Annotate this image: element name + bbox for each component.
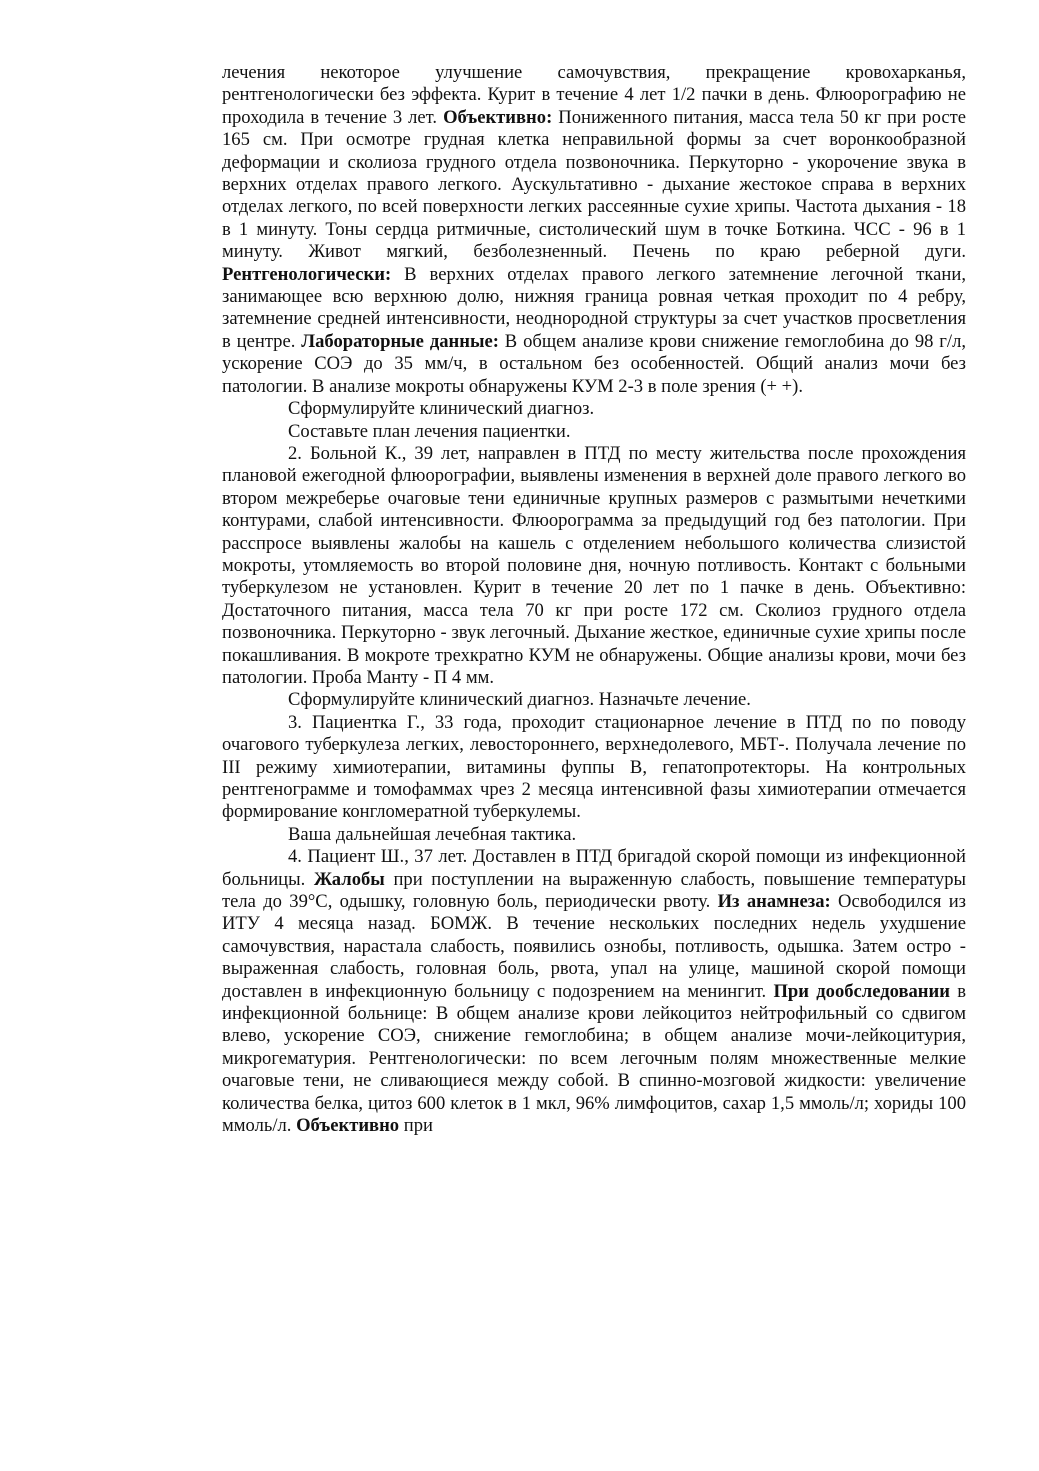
task-3: Ваша дальнейшая лечебная тактика. (288, 823, 577, 845)
section-heading-objective: Объективно (296, 1115, 400, 1137)
case-3: 3. Пациентка Г., 33 года, проходит стационарное лечение в ПТД по по поводу очагового туберкулеза легких, левостороннего, верхнедолевого, МБТ-. Получала лечение по III режиму химиотерапии, витамины фуппы В, гепатопротекторы. На контрольных рентгенограмме и томофаммах чрез 2 месяца интенсивной фазы химиотерапии отмечается формирование конгломератной туберкулемы. (222, 711, 966, 823)
section-heading-radiology: Рентгенологически: (222, 263, 392, 285)
task-1-treatment-plan: Составьте план лечения пациентки. (288, 420, 571, 442)
case-2: 2. Больной К., 39 лет, направлен в ПТД по месту жительства после прохождения плановой ежегодной флюорографии, выявлены изменения в верхней доле правого легкого во втором межреберье очаговые тени единичные крупных размеров с размытыми нечеткими контурами, слабой интенсивности. Флюорограмма за предыдущий год без патологии. При расспросе выявлены жалобы на кашель с отделением небольшого количества слизистой мокроты, утомляемость во второй половине дня, ночную потливость. Контакт с больными туберкулезом не установлен. Курит в течение 20 лет по 1 пачке в день. Объективно: Достаточного питания, масса тела 70 кг при росте 172 см. Сколиоз грудного отдела позвоночника. Перкуторно - звук легочный. Дыхание жесткое, единичные сухие хрипы после покашливания. В мокроте трехкратно КУМ не обнаружены. Общие анализы крови, мочи без патологии. Проба Манту - П 4 мм. (222, 442, 966, 688)
text-segment: лечения некоторое улучшение самочувствия, прекращение кровохарканья, рентгенологически без эффекта. Курит в течение 4 лет 1/2 пачки в день. Флюорографию не проходила в течение 3 лет. (222, 62, 966, 128)
text-segment: Освободился из ИТУ 4 месяца назад. БОМЖ. В течение нескольких последних недель ухудшение самочувствия, нарастала слабость, появились ознобы, потливость, одышка. Затем остро - выраженная слабость, головная боль, рвота, упал на улице, машиной скорой помощи доставлен в инфекционную больницу с подозрением на менингит. (222, 891, 966, 1002)
text-segment: при (399, 1115, 433, 1137)
text-segment: Пониженного питания, масса тела 50 кг при росте 165 см. При осмотре грудная клетка неправильной формы за счет воронкообразной деформации и сколиоза грудного отдела позвоночника. Перкуторно - укорочение звука в верхних отделах правого легкого. Аускультативно - дыхание жестокое справа в верхних отделах легкого, по всей поверхности легких рассеянные сухие хрипы. Частота дыхания - 18 в 1 минуту. Тоны сердца ритмичные, систолический шум в точке Боткина. ЧСС - 96 в 1 минуту. Живот мягкий, безболезненный. Печень по краю реберной дуги. (222, 106, 966, 263)
section-heading-lab-data: Лабораторные данные: (301, 330, 499, 352)
case-1-continuation (222, 62, 966, 398)
task-2: Сформулируйте клинический диагноз. Назначьте лечение. (288, 689, 751, 711)
document-page (222, 62, 966, 1138)
text-segment: при поступлении на выраженную слабость, повышение температуры тела до 39°С, одышку, головную боль, периодически рвоту. (222, 868, 966, 913)
text-segment: В общем анализе крови снижение гемоглобина до 98 г/л, ускорение СОЭ до 35 мм/ч, в остальном без особенностей. Общий анализ мочи без патологии. В анализе мокроты обнаружены КУМ 2-3 в поле зрения (+ +). (222, 330, 967, 397)
section-heading-anamnesis: Из анамнеза: (717, 891, 831, 913)
case-4 (222, 846, 966, 1137)
section-heading-objective: Объективно: (443, 106, 553, 128)
section-heading-complaints: Жалобы (313, 868, 385, 890)
text-segment: 4. Пациент Ш., 37 лет. Доставлен в ПТД бригадой скорой помощи из инфекционной больницы. (222, 846, 966, 890)
text-segment: В верхних отделах правого легкого затемнение легочной ткани, занимающее всю верхнюю долю, нижняя граница ровная четкая проходит по 4 ребру, затемнение средней интенсивности, неоднородной структуры за счет участков просветления в центре. (222, 263, 966, 352)
text-segment: в инфекционной больнице: В общем анализе крови лейкоцитоз нейтрофильный со сдвигом влево, ускорение СОЭ, снижение гемоглобина; в общем анализе мочи-лейкоцитурия, микрогематурия. Рентгенологически: по всем легочным полям множественные мелкие очаговые тени, не сливающиеся между собой. В спинно-мозговой жидкости: увеличение количества белка, цитоз 600 клеток в 1 мкл, 96% лимфоцитов, сахар 1,5 ммоль/л; хориды 100 ммоль/л. (222, 980, 966, 1137)
task-1-diagnosis: Сформулируйте клинический диагноз. (288, 398, 595, 420)
section-heading-additional-exam: При дообследовании (773, 980, 950, 1002)
